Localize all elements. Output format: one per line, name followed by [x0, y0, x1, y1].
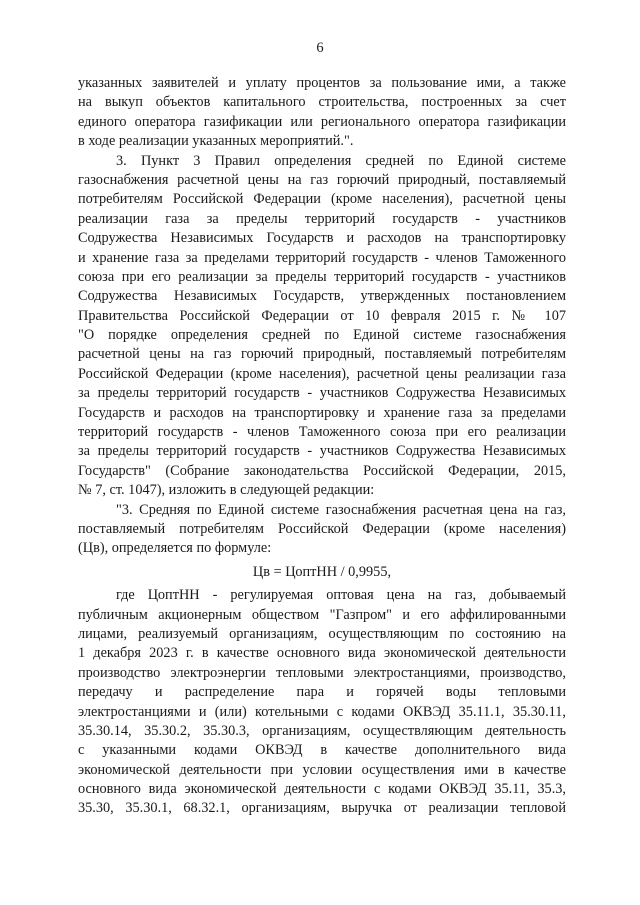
- text-line: электростанциями и (или) котельными с кодами ОКВЭД 35.11.1, 35.30.11,: [78, 703, 566, 720]
- text-line: экономической деятельности при условии осуществления ими в качестве: [78, 761, 566, 778]
- text-line: газоснабжения расчетной цены на газ горючий природный, поставляемый: [78, 171, 566, 188]
- text-line: Российской Федерации (кроме населения), расчетной цены реализации газа: [78, 365, 566, 382]
- text-line: основного вида экономической деятельности с кодами ОКВЭД 35.11, 35.3,: [78, 781, 566, 798]
- formula-line: Цв = ЦоптНН / 0,9955,: [252, 563, 392, 580]
- text-line: в ходе реализации указанных мероприятий.".: [78, 133, 354, 150]
- text-line: 35.30, 35.30.1, 68.32.1, организациям, выручка от реализации тепловой: [78, 800, 566, 817]
- text-line: поставляемый потребителям Российской Федерации (кроме населения): [78, 520, 566, 537]
- text-line: Содружества Независимых Государств, утвержденных постановлением: [78, 288, 566, 305]
- text-line: указанных заявителей и уплату процентов за пользование ими, а также: [78, 75, 566, 91]
- paragraph-start-line: "3. Средняя по Единой системе газоснабжения расчетная цена на газ,: [116, 501, 566, 518]
- text-line: Государств" (Собрание законодательства Российской Федерации, 2015,: [78, 462, 566, 479]
- text-line: с указанными кодами ОКВЭД в качестве дополнительного вида: [78, 742, 566, 759]
- document-body: [78, 74, 566, 819]
- text-line: союза при его реализации за пределы территорий государств - участников: [78, 268, 566, 285]
- text-line: № 7, ст. 1047), изложить в следующей редакции:: [78, 482, 375, 499]
- text-line: Содружества Независимых Государств и расходов на транспортировку: [78, 230, 566, 247]
- text-line: и хранение газа за пределами территорий государств - членов Таможенного: [78, 249, 566, 266]
- text-line: (Цв), определяется по формуле:: [78, 540, 272, 557]
- text-line: за пределы территорий государств - участников Содружества Независимых: [78, 385, 566, 402]
- paragraph-start-line: 3. Пункт 3 Правил определения средней по Единой системе: [116, 152, 566, 169]
- paragraph-start-line: где ЦоптНН - регулируемая оптовая цена на газ, добываемый: [116, 587, 566, 604]
- text-line: реализации газа за пределы территорий государств - участников: [78, 210, 566, 227]
- text-line: на выкуп объектов капитального строительства, построенных за счет: [78, 94, 566, 111]
- page-number: 6: [316, 40, 324, 56]
- text-line: за пределы территорий государств - участников Содружества Независимых: [78, 443, 566, 460]
- text-line: единого оператора газификации или регионального оператора газификации: [78, 113, 566, 130]
- text-line: "О порядке определения средней по Единой системе газоснабжения: [78, 327, 566, 344]
- text-line: передачу и распределение пара и горячей воды тепловыми: [78, 684, 566, 701]
- text-line: Правительства Российской Федерации от 10 февраля 2015 г. № 107: [78, 307, 566, 324]
- text-line: публичным акционерным обществом "Газпром" и его аффилированными: [78, 606, 566, 623]
- text-line: расчетной цены на газ горючий природный, поставляемый потребителям: [78, 346, 566, 363]
- text-line: производство электроэнергии тепловыми электростанциями, производство,: [78, 664, 566, 681]
- text-line: потребителям Российской Федерации (кроме населения), расчетной цены: [78, 191, 566, 208]
- text-line: Государств и расходов на транспортировку и хранение газа за пределами: [78, 404, 566, 421]
- text-line: 1 декабря 2023 г. в качестве основного вида экономической деятельности: [78, 645, 566, 662]
- text-line: лицами, реализуемый организациям, осуществляющим по состоянию на: [78, 625, 566, 642]
- text-line: 35.30.14, 35.30.2, 35.30.3, организациям, осуществляющим деятельность: [78, 722, 566, 739]
- text-line: территорий государств - членов Таможенного союза при его реализации: [78, 424, 566, 441]
